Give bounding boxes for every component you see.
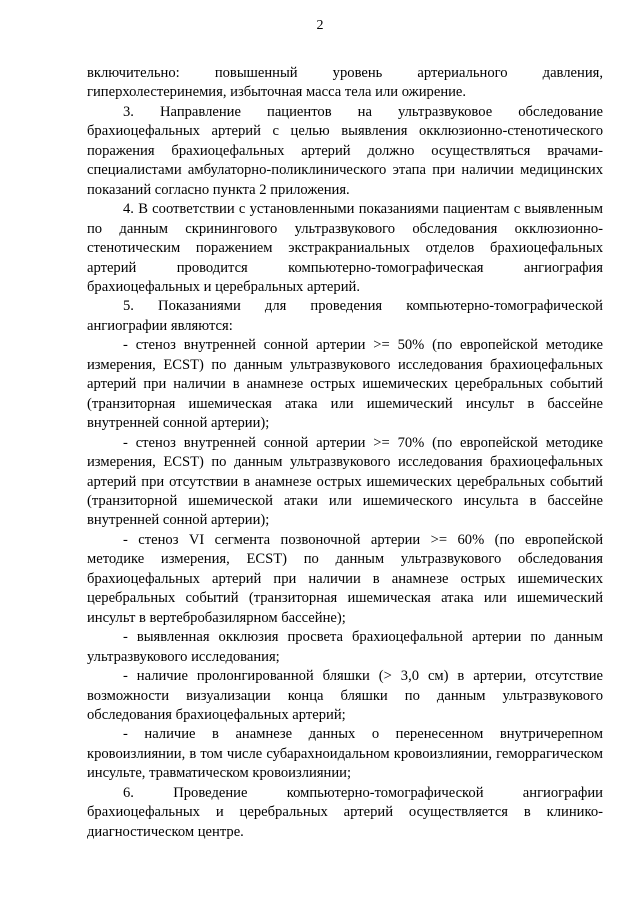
indication-list-item: - выявленная окклюзия просвета брахиоцефальной артерии по данным ультразвукового исследования; bbox=[87, 629, 603, 665]
indication-list-item: - наличие в анамнезе данных о перенесенном внутричерепном кровоизлиянии, в том числе субарахноидальном кровоизлиянии, геморрагическом инсульте, травматическом кровоизлиянии; bbox=[87, 726, 603, 782]
indication-list-item: - стеноз внутренней сонной артерии >= 50% (по европейской методике измерения, ECST) по данным ультразвукового исследования брахиоцефальных артерий при наличии в анамнезе острых ишемических церебральных событий (транзиторная ишемическая атака или ишемический инсульт в бассейне внутренней сонной артерии); bbox=[87, 337, 603, 432]
indication-list-item: - стеноз внутренней сонной артерии >= 70% (по европейской методике измерения, ECST) по данным ультразвукового исследования брахиоцефальных артерий при отсутствии в анамнезе острых ишемических церебральных событий (транзиторной ишемической атаки или ишемического инсульта в бассейне внутренней сонной артерии); bbox=[87, 434, 603, 529]
paragraph-continuation: включительно: повышенный уровень артериального давления, гиперхолестеринемия, избыточная масса тела или ожирение. bbox=[87, 65, 603, 101]
indication-list-item: - стеноз VI сегмента позвоночной артерии >= 60% (по европейской методике измерения, ECST) по данным ультразвукового обследования брахиоцефальных артерий при наличии в анамнезе острых ишемических церебральных событий (транзиторная ишемическая атака или ишемический инсульт в вертебробазилярном бассейне); bbox=[87, 531, 603, 626]
paragraph-item-5: 5. Показаниями для проведения компьютерно-томографической ангиографии являются: bbox=[87, 298, 603, 334]
paragraph-item-4: 4. В соответствии с установленными показаниями пациентам с выявленным по данным скринингового ультразвукового обследования окклюзионно-стенотическим поражением экстракраниальных отделов брахиоцефальных артерий проводится компьютерно-томографическая ангиография брахиоцефальных и церебральных артерий. bbox=[87, 201, 603, 295]
paragraph-item-6: 6. Проведение компьютерно-томографической ангиографии брахиоцефальных и церебральных артерий осуществляется в клинико-диагностическом центре. bbox=[87, 784, 603, 840]
indication-list-item: - наличие пролонгированной бляшки (> 3,0 см) в артерии, отсутствие возможности визуализации конца бляшки по данным ультразвукового обследования брахиоцефальных артерий; bbox=[87, 668, 603, 723]
page-number: 2 bbox=[316, 18, 324, 33]
document-body bbox=[87, 64, 603, 842]
paragraph-item-3: 3. Направление пациентов на ультразвуковое обследование брахиоцефальных артерий с целью выявления окклюзионно-стенотического поражения брахиоцефальных артерий должно осуществляться врачами-специалистами амбулаторно-поликлинического этапа при наличии медицинских показаний согласно пункта 2 приложения. bbox=[87, 103, 603, 198]
